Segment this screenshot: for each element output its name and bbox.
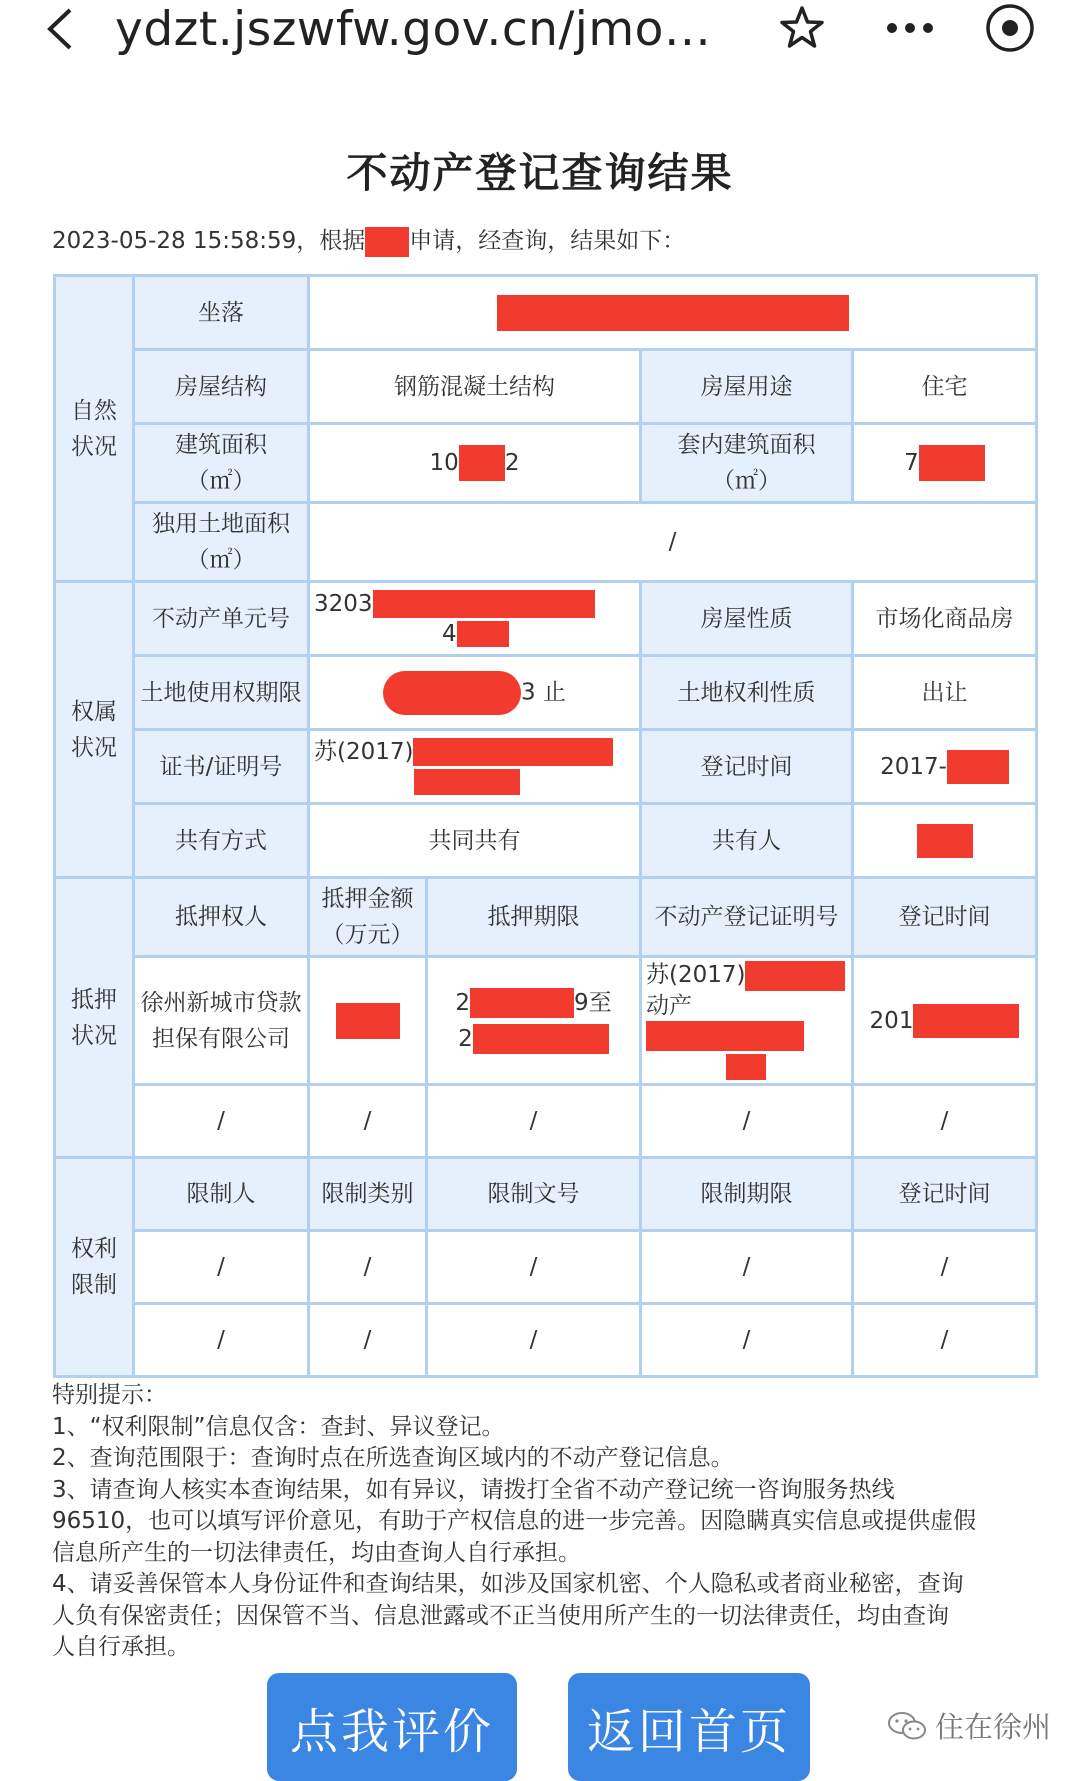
more-icon <box>882 18 938 38</box>
redaction-block <box>336 1003 400 1039</box>
intro-text-after: 申请，经查询，结果如下： <box>409 228 686 254</box>
land-term-value <box>309 656 641 730</box>
mortgage-cert-value <box>641 957 853 1085</box>
notes-heading: 特别提示： <box>52 1382 167 1408</box>
co-owner-value <box>853 804 1037 878</box>
redaction-block <box>414 769 520 795</box>
mortgage-amount-unit: （万元） <box>321 922 414 948</box>
rate-button[interactable]: 点我评价 <box>267 1673 517 1781</box>
more-button[interactable] <box>882 2 938 54</box>
area-label <box>134 424 309 503</box>
mortgage-row2-cell: / <box>427 1085 641 1158</box>
restriction-cell: / <box>427 1231 641 1304</box>
restriction-cell: / <box>134 1304 309 1377</box>
intro-text-before: 2023-05-28 15:58:59，根据 <box>52 228 366 254</box>
structure-label: 房屋结构 <box>134 350 309 424</box>
redaction-block <box>383 671 521 715</box>
term-line2-head: 2 <box>458 1025 473 1052</box>
co-owner-label: 共有人 <box>641 804 853 878</box>
inner-area-unit: （㎡） <box>712 468 781 494</box>
wechat-icon <box>887 1710 927 1742</box>
group-ownership: 权属状况 <box>55 582 134 878</box>
note-line: 人负有保密责任；因保管不当、信息泄露或不正当使用所产生的一切法律责任，均由查询 <box>52 1602 949 1629</box>
nature-value: 市场化商品房 <box>853 582 1037 656</box>
unit-no-visible: 3203 <box>314 590 373 617</box>
mortgage-row2-cell: / <box>641 1085 853 1158</box>
registration-result-table <box>53 274 1038 1378</box>
restriction-cell: / <box>641 1231 853 1304</box>
inner-area-label-text: 套内建筑面积 <box>677 432 816 458</box>
mortgage-row2-cell: / <box>309 1085 427 1158</box>
mortgage-cert-header: 不动产登记证明号 <box>641 878 853 957</box>
mortgage-reg-time-visible: 201 <box>869 1007 914 1034</box>
redaction-block <box>913 1004 1019 1038</box>
watermark <box>887 1705 1051 1746</box>
mortgage-holder-line1: 徐州新城市贷款 <box>140 989 302 1016</box>
back-button[interactable] <box>40 4 80 54</box>
redaction-block <box>726 1054 766 1080</box>
target-icon <box>984 2 1036 54</box>
mortgage-row2-cell: / <box>853 1085 1037 1158</box>
redaction-block <box>917 824 973 858</box>
cert-label: 证书/证明号 <box>134 730 309 804</box>
unit-no-value <box>309 582 641 656</box>
land-area-unit: （㎡） <box>186 547 256 573</box>
mortgage-cert-line1: 苏(2017) <box>646 962 746 988</box>
note-line: 2、查询范围限于：查询时点在所选查询区域内的不动产登记信息。 <box>52 1445 734 1471</box>
note-line: 人自行承担。 <box>52 1634 190 1660</box>
mortgage-amount-header-text: 抵押金额 <box>321 886 414 912</box>
favorite-button[interactable] <box>774 2 830 54</box>
nature-label: 房屋性质 <box>641 582 853 656</box>
term-line1-head: 2 <box>455 989 470 1016</box>
redaction-block <box>497 295 849 331</box>
redaction-block <box>457 621 509 647</box>
restriction-header: 限制文号 <box>427 1158 641 1231</box>
land-area-label-text: 独用土地面积 <box>152 511 290 537</box>
cert-value <box>309 730 641 804</box>
group-natural: 自然状况 <box>55 276 134 582</box>
mortgage-holder-header: 抵押权人 <box>134 878 309 957</box>
inner-area-label <box>641 424 853 503</box>
mortgage-row2-cell: / <box>134 1085 309 1158</box>
reg-time-visible: 2017- <box>880 753 947 780</box>
mortgage-holder-value <box>134 957 309 1085</box>
mini-program-button[interactable] <box>982 2 1038 54</box>
restriction-header: 登记时间 <box>853 1158 1037 1231</box>
land-right-label: 土地权利性质 <box>641 656 853 730</box>
restriction-header: 限制类别 <box>309 1158 427 1231</box>
mortgage-reg-time-value <box>853 957 1037 1085</box>
area-label-text: 建筑面积 <box>175 432 267 458</box>
redaction-block <box>373 590 595 618</box>
land-term-label: 土地使用权期限 <box>134 656 309 730</box>
land-area-label <box>134 503 309 582</box>
restriction-cell: / <box>134 1231 309 1304</box>
area-value <box>309 424 641 503</box>
reg-time-value <box>853 730 1037 804</box>
usage-label: 房屋用途 <box>641 350 853 424</box>
browser-toolbar <box>0 0 1080 60</box>
back-arrow-icon <box>40 4 80 54</box>
inner-area-value-visible: 7 <box>904 449 919 476</box>
query-intro <box>52 222 685 257</box>
inner-area-value <box>853 424 1037 503</box>
note-line: 信息所产生的一切法律责任，均由查询人自行承担。 <box>52 1539 581 1566</box>
restriction-cell: / <box>309 1231 427 1304</box>
note-line: 96510，也可以填写评价意见，有助于产权信息的进一步完善。因隐瞒真实信息或提供虚假 <box>52 1508 977 1534</box>
redaction-block <box>646 1021 804 1051</box>
group-restriction: 权利限制 <box>55 1158 134 1377</box>
unit-no-line2: 4 <box>442 620 457 647</box>
redaction-block <box>365 227 409 257</box>
page-title: 不动产登记查询结果 <box>346 149 734 197</box>
area-value-tail: 2 <box>504 449 520 476</box>
restriction-header: 限制人 <box>134 1158 309 1231</box>
restriction-cell: / <box>641 1304 853 1377</box>
group-mortgage: 抵押状况 <box>55 878 134 1158</box>
share-value: 共同共有 <box>309 804 641 878</box>
location-value <box>309 276 1037 350</box>
star-icon <box>778 4 826 52</box>
cert-visible: 苏(2017) <box>314 738 414 765</box>
redaction-block <box>473 1024 609 1054</box>
home-button[interactable]: 返回首页 <box>568 1673 810 1781</box>
reg-time-label: 登记时间 <box>641 730 853 804</box>
note-line: 4、请妥善保管本人身份证件和查询结果，如涉及国家机密、个人隐私或者商业秘密，查询 <box>52 1571 964 1597</box>
restriction-cell: / <box>853 1304 1037 1377</box>
address-bar-url[interactable]: ydzt.jszwfw.gov.cn/jmo… <box>115 2 712 57</box>
redaction-block <box>459 445 505 481</box>
mortgage-holder-line2: 担保有限公司 <box>152 1025 290 1052</box>
redaction-block <box>947 750 1009 784</box>
special-notes <box>52 1380 1042 1664</box>
mortgage-reg-time-header: 登记时间 <box>853 878 1037 957</box>
term-line1-tail: 9至 <box>574 989 612 1016</box>
redaction-block <box>413 738 613 766</box>
location-label: 坐落 <box>134 276 309 350</box>
mortgage-amount-header <box>309 878 427 957</box>
restriction-cell: / <box>853 1231 1037 1304</box>
redaction-block <box>919 445 985 481</box>
area-value-visible: 10 <box>429 449 459 476</box>
land-term-tail: 3 止 <box>521 679 566 705</box>
unit-no-label: 不动产单元号 <box>134 582 309 656</box>
mortgage-term-value <box>427 957 641 1085</box>
structure-value: 钢筋混凝土结构 <box>309 350 641 424</box>
land-right-value: 出让 <box>853 656 1037 730</box>
area-unit: （㎡） <box>186 468 256 494</box>
restriction-cell: / <box>427 1304 641 1377</box>
mortgage-term-header: 抵押期限 <box>427 878 641 957</box>
restriction-cell: / <box>309 1304 427 1377</box>
usage-value: 住宅 <box>853 350 1037 424</box>
share-label: 共有方式 <box>134 804 309 878</box>
redaction-block <box>745 961 845 991</box>
redaction-block <box>470 988 574 1018</box>
note-line: 3、请查询人核实本查询结果，如有异议，请拨打全省不动产登记统一咨询服务热线 <box>52 1476 895 1503</box>
mortgage-amount-value <box>309 957 427 1085</box>
note-line: 1、“权利限制”信息仅含：查封、异议登记。 <box>52 1413 505 1440</box>
land-area-value: / <box>309 503 1037 582</box>
watermark-text: 住在徐州 <box>935 1710 1052 1744</box>
mortgage-cert-line2: 动产 <box>646 992 692 1019</box>
restriction-header: 限制期限 <box>641 1158 853 1231</box>
